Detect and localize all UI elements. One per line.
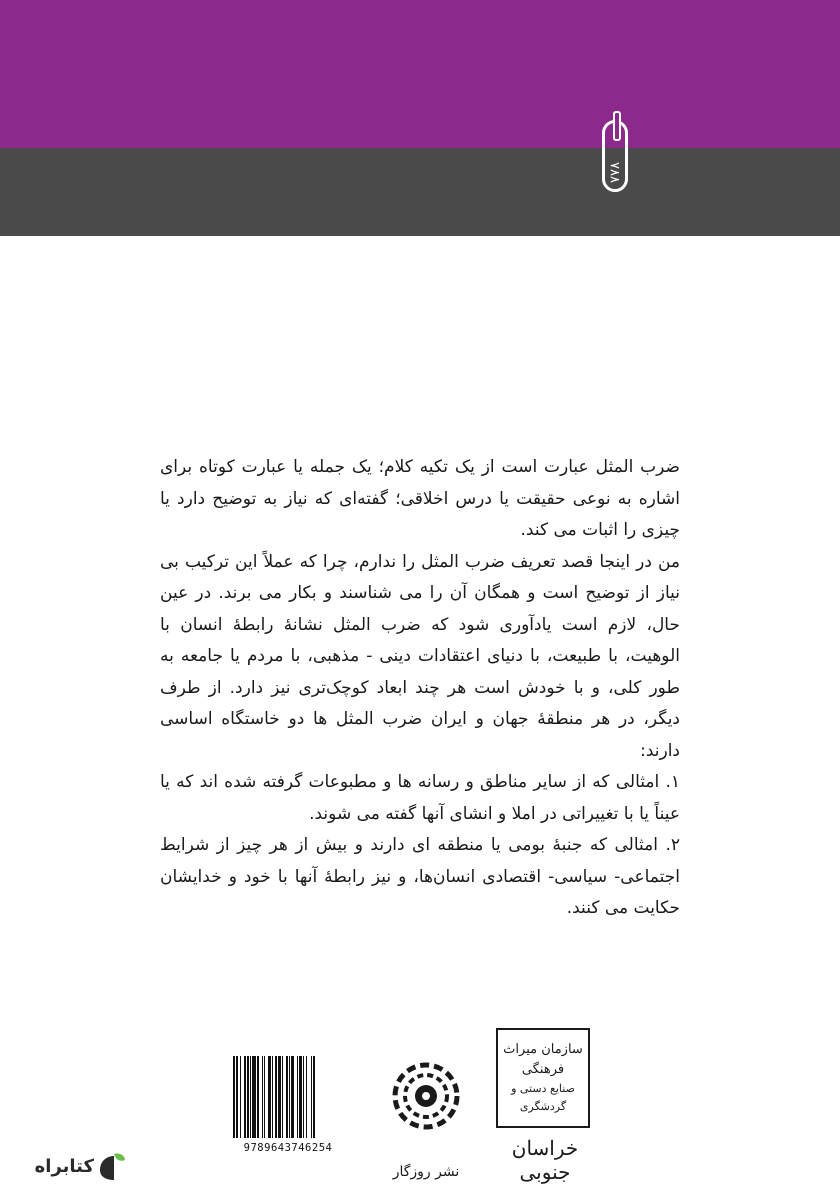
barcode-bars: [233, 1056, 343, 1138]
org-province: خراسان جنوبی: [511, 1136, 579, 1184]
paragraph-3: ۱. امثالی که از سایر مناطق و رسانه ها و مطبوعات گرفته شده اند که یا عیناً یا با تغییراتی در املا و انشای آنها گفته می شوند.: [160, 772, 680, 824]
paragraph-4: ۲. امثالی که جنبهٔ بومی یا منطقه ای دارند و بیش از هر چیز از شرایط اجتماعی- سیاسی- اقتصادی انسان‌ها، و نیز رابطهٔ آنها با خود و خدایشان حکایت می کنند.: [160, 835, 680, 918]
series-number: ۷۷۸: [607, 162, 623, 183]
isbn-barcode: [229, 1056, 347, 1156]
footer-logos: [0, 1020, 840, 1200]
ketabrah-leaf-icon: [94, 1150, 128, 1190]
rozegar-emblem-icon: [390, 1060, 462, 1132]
barcode-bar: [315, 1056, 316, 1138]
publisher-name: نشر روزگار: [392, 1164, 460, 1180]
paragraph-1: ضرب المثل عبارت است از یک تکیه کلام؛ یک جمله یا عبارت کوتاه برای اشاره به نوعی حقیقت یا درس اخلاقی؛ گفته‌ای که نیاز به توضیح دارد یا چیزی را اثبات می کند.: [160, 457, 680, 540]
cultural-heritage-emblem: [496, 1028, 590, 1128]
gray-band: [0, 148, 840, 236]
paperclip-icon: [613, 111, 621, 141]
series-number-badge: [602, 120, 628, 192]
cultural-heritage-logo: [496, 1028, 594, 1188]
org-name-line2: صنایع دستی و گردشگری: [511, 1082, 575, 1113]
rozegar-publisher-logo: [386, 1060, 466, 1190]
paragraph-2: من در اینجا قصد تعریف ضرب المثل را ندارم، چرا که عملاً این ترکیب بی نیاز از توضیح است و همگان آن را می شناسند و بکار می برند. در عین حال، لازم است یادآوری شود که ضرب المثل نشانهٔ رابطهٔ انسان با الوهیت، با طبیعت، با دنیای اعتقادات دینی - مذهبی، با مردم یا جامعه به طور کلی، و با خودش است هر چند ابعاد کوچک‌تری نیز دارد. از طرف دیگر، در هر منطقهٔ جهان و ایران ضرب المثل ها دو خاستگاه اساسی دارند:: [160, 551, 680, 761]
ketabrah-watermark: [20, 1150, 130, 1190]
barcode-digits: 9789643746254: [243, 1142, 333, 1154]
top-purple-band: [0, 0, 840, 148]
back-cover-text: [160, 452, 680, 925]
org-name-line1: سازمان میراث فرهنگی: [503, 1042, 583, 1077]
ketabrah-word: کتابراه: [34, 1156, 94, 1177]
